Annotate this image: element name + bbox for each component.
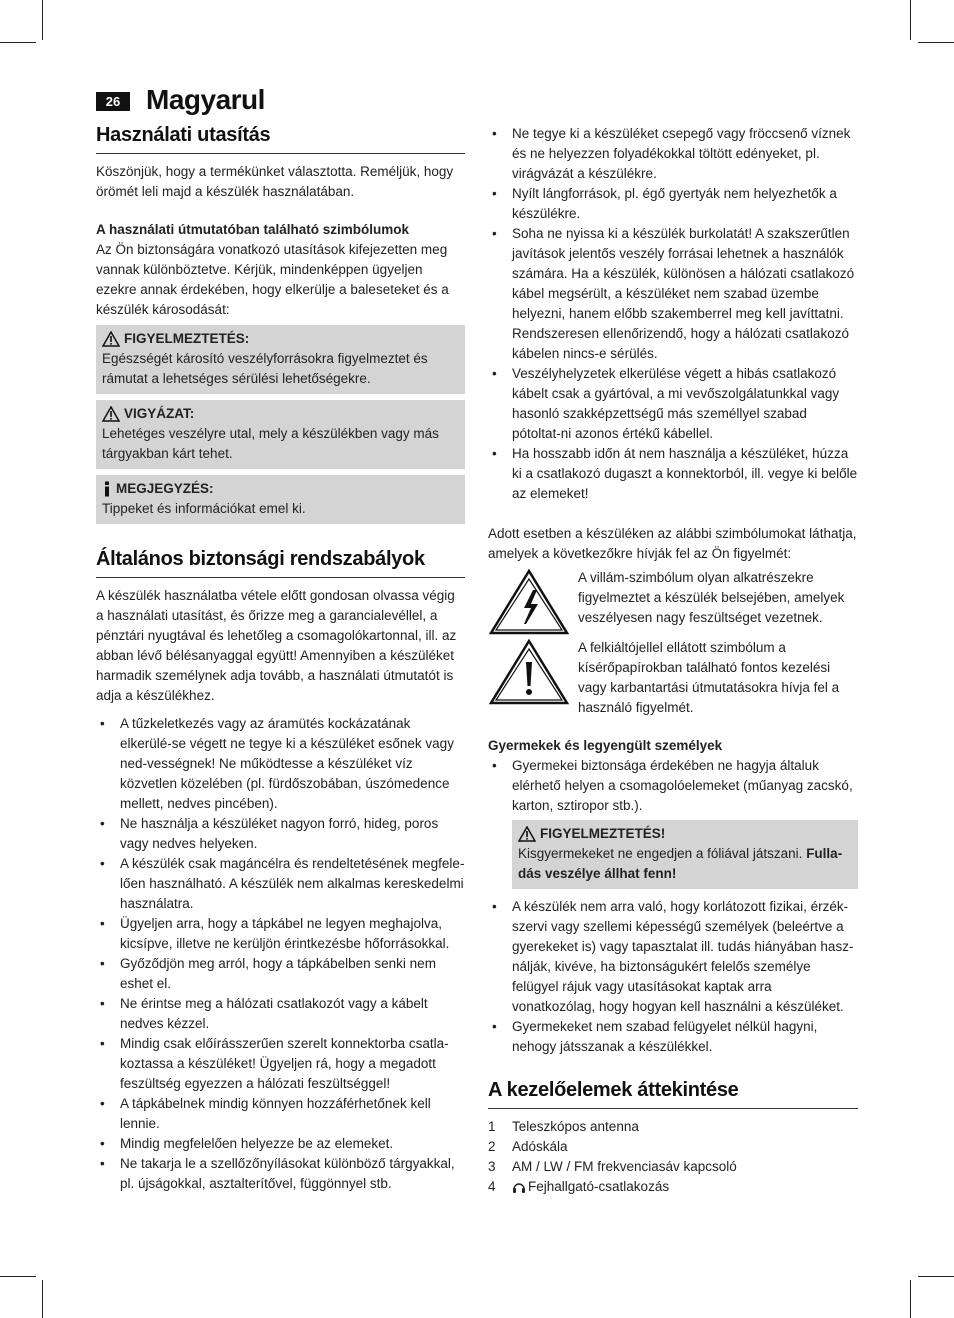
list-item bbox=[488, 1117, 858, 1137]
children-list-2 bbox=[488, 897, 858, 1057]
caution-box bbox=[96, 400, 465, 469]
list-item: • Győződjön meg arról, hogy a tápkábelben senki nem eshet el. bbox=[96, 954, 465, 994]
crop-mark bbox=[918, 42, 954, 43]
exclamation-symbol-text: A felkiáltójellel ellátott szimbólum a kísérőpapírokban található fontos kezelési vagy karbantartási útmutatásokra hívja fel a használó figyelmét. bbox=[578, 640, 840, 715]
warning-box-title: FIGYELMEZTETÉS: bbox=[124, 331, 250, 346]
section-title-instructions: Használati utasítás bbox=[96, 124, 465, 154]
caution-box-text: Lehetéges veszélyre utal, mely a készülékben vagy más tárgyakban kárt tehet. bbox=[102, 426, 439, 461]
item-number: 1 bbox=[488, 1119, 496, 1134]
list-item: • A tápkábelnek mindig könnyen hozzáférhetőnek kell lennie. bbox=[96, 1094, 465, 1134]
list-item: • Gyermekeket nem szabad felügyelet nélkül hagyni, nehogy játsszanak a készülékkel. bbox=[488, 1017, 858, 1057]
warning-box bbox=[96, 325, 465, 394]
headphones-icon bbox=[512, 1180, 526, 1194]
list-item: • A tűzkeletkezés vagy az áramütés kockázatának elkerülé-se végett ne tegye ki a készüléket esőnek vagy ned-vességnek! Ne működtesse a készüléket víz közvetlen közelében (pl. fürdőszobában, úszómedence mellett, nedves pincében). bbox=[96, 714, 465, 814]
list-item: • Ne használja a készüléket nagyon forró, hideg, poros vagy nedves helyeken. bbox=[96, 814, 465, 854]
safety-list-continued bbox=[488, 124, 858, 504]
list-item: • A készülék csak magáncélra és rendeltetésének megfele-lően használható. A készülék nem alkalmas kereskedelmi használatra. bbox=[96, 854, 465, 914]
symbols-heading: A használati útmutatóban található szimbólumok bbox=[96, 222, 410, 237]
item-number: 3 bbox=[488, 1159, 496, 1174]
item-label: Teleszkópos antenna bbox=[512, 1119, 639, 1134]
crop-mark bbox=[42, 1280, 43, 1318]
list-item: • Soha ne nyissa ki a készülék burkolatát! A szakszerűtlen javítások jelentős veszély forrásai lehetnek a használók számára. Ha a készülék, különösen a hálózati csatlakozó kábel megsérült, a készüléket nem szabad üzembe helyezni, hanem előbb szakemberrel meg kell javíttatni. Rendszeresen ellenőrizendő, hogy a hálózati csatlakozó kábelen nincs-e sérülés. bbox=[488, 224, 858, 364]
lightning-warning-icon bbox=[488, 568, 570, 636]
list-item bbox=[488, 1137, 858, 1157]
section-title-controls: A kezelőelemek áttekintése bbox=[488, 1079, 858, 1109]
warning-text: Kisgyermekeket ne engedjen a fóliával játszani. bbox=[518, 846, 803, 861]
list-item bbox=[488, 1177, 858, 1197]
crop-mark bbox=[918, 1276, 954, 1277]
warning-box-text: Egészségét károsító veszélyforrásokra figyelmeztet és rámutat a lehetséges sérülési lehetőségekre. bbox=[102, 351, 428, 386]
list-item: • A készülék nem arra való, hogy korlátozott fizikai, érzék-szervi vagy szellemi képességű személyek (beleértve a gyerekeket is) vagy tapasztalat ill. tudás hiányában hasz-nálják, kivéve, ha biztonságukért felelős személye felügyel rájuk vagy utasításokat kaptak arra vonatkozólag, hogy hogyan kell használni a készüléket. bbox=[488, 897, 858, 1017]
list-item: • Ügyeljen arra, hogy a tápkábel ne legyen meghajolva, kicsípve, illetve ne kerüljön érintkezésbe hőforrásokkal. bbox=[96, 914, 465, 954]
note-box-text: Tippeket és információkat emel ki. bbox=[102, 501, 306, 516]
note-box-title: MEGJEGYZÉS: bbox=[116, 481, 214, 496]
warning-triangle-icon bbox=[102, 331, 120, 347]
page-title: Magyarul bbox=[146, 84, 265, 115]
list-item: • Ne tegye ki a készüléket csepegő vagy fröccsenő víznek és ne helyezzen folyadékokkal töltött edényeket, pl. virágvázát a készülékre. bbox=[488, 124, 858, 184]
caution-box-title: VIGYÁZAT: bbox=[124, 406, 195, 421]
list-item: • Ne érintse meg a hálózati csatlakozót vagy a kábelt nedves kézzel. bbox=[96, 994, 465, 1034]
symbol-row-exclamation bbox=[488, 638, 858, 718]
page-number: 26 bbox=[96, 92, 130, 111]
right-column bbox=[488, 124, 858, 1197]
children-warning-box bbox=[512, 820, 858, 889]
crop-mark bbox=[910, 1280, 911, 1318]
list-item: • Ne takarja le a szellőzőnyílásokat különböző tárgyakkal, pl. újságokkal, asztalterítővel, függönnyel stb. bbox=[96, 1154, 465, 1194]
list-item bbox=[488, 1157, 858, 1177]
list-item: • Gyermekei biztonsága érdekében ne hagyja általuk elérhető helyen a csomagolóelemeket (műanyag zacskó, karton, sztiropor stb.). bbox=[488, 756, 858, 816]
crop-mark bbox=[42, 0, 43, 40]
item-label: AM / LW / FM frekvenciasáv kapcsoló bbox=[512, 1159, 737, 1174]
intro-text: Köszönjük, hogy a termékünket választotta. Reméljük, hogy örömét leli majd a készülék használatában. bbox=[96, 164, 454, 199]
left-column bbox=[96, 124, 465, 1194]
section-title-safety: Általános biztonsági rendszabályok bbox=[96, 548, 465, 578]
crop-mark bbox=[0, 42, 36, 43]
item-label: Fejhallgató-csatlakozás bbox=[528, 1179, 670, 1194]
list-item: • Nyílt lángforrások, pl. égő gyertyák nem helyezhetők a készülékre. bbox=[488, 184, 858, 224]
item-label: Adóskála bbox=[512, 1139, 568, 1154]
device-symbols-intro: Adott esetben a készüléken az alábbi szimbólumokat láthatja, amelyek a következőkre hívják fel az Ön figyelmét: bbox=[488, 526, 857, 561]
children-warning-text bbox=[518, 844, 852, 884]
lightning-symbol-text: A villám-szimbólum olyan alkatrészekre figyelmeztet a készülék belsejében, amelyek veszélyesen nagy feszültséget vezetnek. bbox=[578, 570, 845, 625]
note-box bbox=[96, 475, 465, 524]
item-number: 2 bbox=[488, 1139, 496, 1154]
crop-mark bbox=[910, 0, 911, 40]
safety-list bbox=[96, 714, 465, 1194]
exclamation-warning-icon bbox=[488, 638, 570, 706]
children-list bbox=[488, 756, 858, 816]
symbols-text: Az Ön biztonságára vonatkozó utasítások kifejezetten meg vannak különböztetve. Kérjük, mindenképpen ügyeljen ezekre annak érdekében, hogy elkerülje a baleseteket és a készülék károsodását: bbox=[96, 242, 449, 317]
list-item: • Mindig csak előírásszerűen szerelt konnektorba csatla-koztassa a készüléket! Ügyeljen rá, hogy a megadott feszültség egyezzen a hálózati feszültséggel! bbox=[96, 1034, 465, 1094]
children-heading: Gyermekek és legyengült személyek bbox=[488, 738, 723, 753]
warning-triangle-icon bbox=[102, 406, 120, 422]
info-icon bbox=[102, 481, 112, 497]
crop-mark bbox=[0, 1276, 36, 1277]
symbol-row-lightning bbox=[488, 568, 858, 636]
list-item: • Ha hosszabb időn át nem használja a készüléket, húzza ki a csatlakozó dugaszt a konnektorból, ill. vegye ki belőle az elemeket! bbox=[488, 444, 858, 504]
list-item: • Veszélyhelyzetek elkerülése végett a hibás csatlakozó kábelt csak a gyártóval, a mi vevőszolgálatunkkal vagy hasonló szakképzettségű más személlyel szabad pótoltat-ni azonos értékű kábellel. bbox=[488, 364, 858, 444]
warning-bold-text: Fulla-dás veszélye állhat fenn! bbox=[518, 846, 843, 881]
children-warning-title: FIGYELMEZTETÉS! bbox=[540, 826, 666, 841]
controls-list bbox=[488, 1117, 858, 1197]
warning-triangle-icon bbox=[518, 826, 536, 842]
list-item: • Mindig megfelelően helyezze be az elemeket. bbox=[96, 1134, 465, 1154]
item-number: 4 bbox=[488, 1179, 496, 1194]
safety-intro: A készülék használatba vétele előtt gondosan olvassa végig a használati utasítást, és őrizze meg a garancialevéllel, a pénztári nyugtával és lehetőleg a csomagolókartonnal, ill. az abban lévő bélésanyaggal együtt! Amennyiben a készüléket harmadik személynek adja tovább, a használati útmutatót is adja a készülékhez. bbox=[96, 588, 457, 703]
